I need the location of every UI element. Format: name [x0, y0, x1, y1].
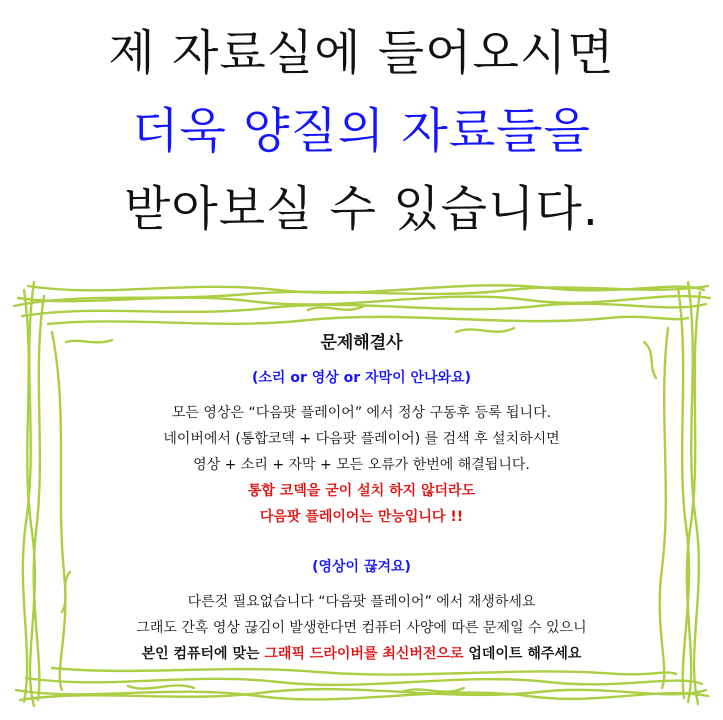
section1-line-1: 모든 영상은 “다음팟 플레이어” 에서 정상 구동후 등록 됩니다. — [171, 405, 552, 421]
section1-warning-1: 통합 코덱을 굳이 설치 하지 않더라도 — [247, 483, 476, 499]
section2-last-line — [30, 641, 693, 667]
headline-line-3: 받아보실 수 있습니다. — [123, 181, 600, 237]
section1-line-3: 영상 + 소리 + 자막 + 모든 오류가 한번에 해결됩니다. — [193, 457, 530, 473]
section1-subtitle: (소리 or 영상 or 자막이 안나와요) — [252, 370, 471, 386]
section2-last-line-part1: 본인 컴퓨터에 맞는 — [141, 646, 265, 662]
section2-last-line-highlight: 그래픽 드라이버를 최신버전으로 — [264, 646, 464, 662]
notice-content — [30, 290, 693, 667]
section2-line-2: 그래도 간혹 영상 끊김이 발생한다면 컴퓨터 사양에 따른 문제일 수 있으니 — [136, 620, 587, 636]
section-divider-space — [30, 530, 693, 556]
headline-line-1: 제 자료실에 들어오시면 — [108, 25, 615, 81]
notice-title: 문제해결사 — [320, 333, 403, 353]
section2-last-line-part2: 업데이트 해주세요 — [463, 646, 582, 662]
section2-line-1: 다른것 필요없습니다 “다음팟 플레이어” 에서 재생하세요 — [187, 594, 536, 610]
section1-warning-2: 다음팟 플레이어는 만능입니다 !! — [259, 509, 464, 525]
section1-line-2: 네이버에서 (통합코덱 + 다음팟 플레이어) 를 검색 후 설치하시면 — [163, 431, 560, 447]
section2-subtitle: (영상이 끊겨요) — [312, 559, 411, 575]
headline-block — [0, 14, 723, 248]
headline-line-2: 더욱 양질의 자료들을 — [132, 103, 591, 159]
